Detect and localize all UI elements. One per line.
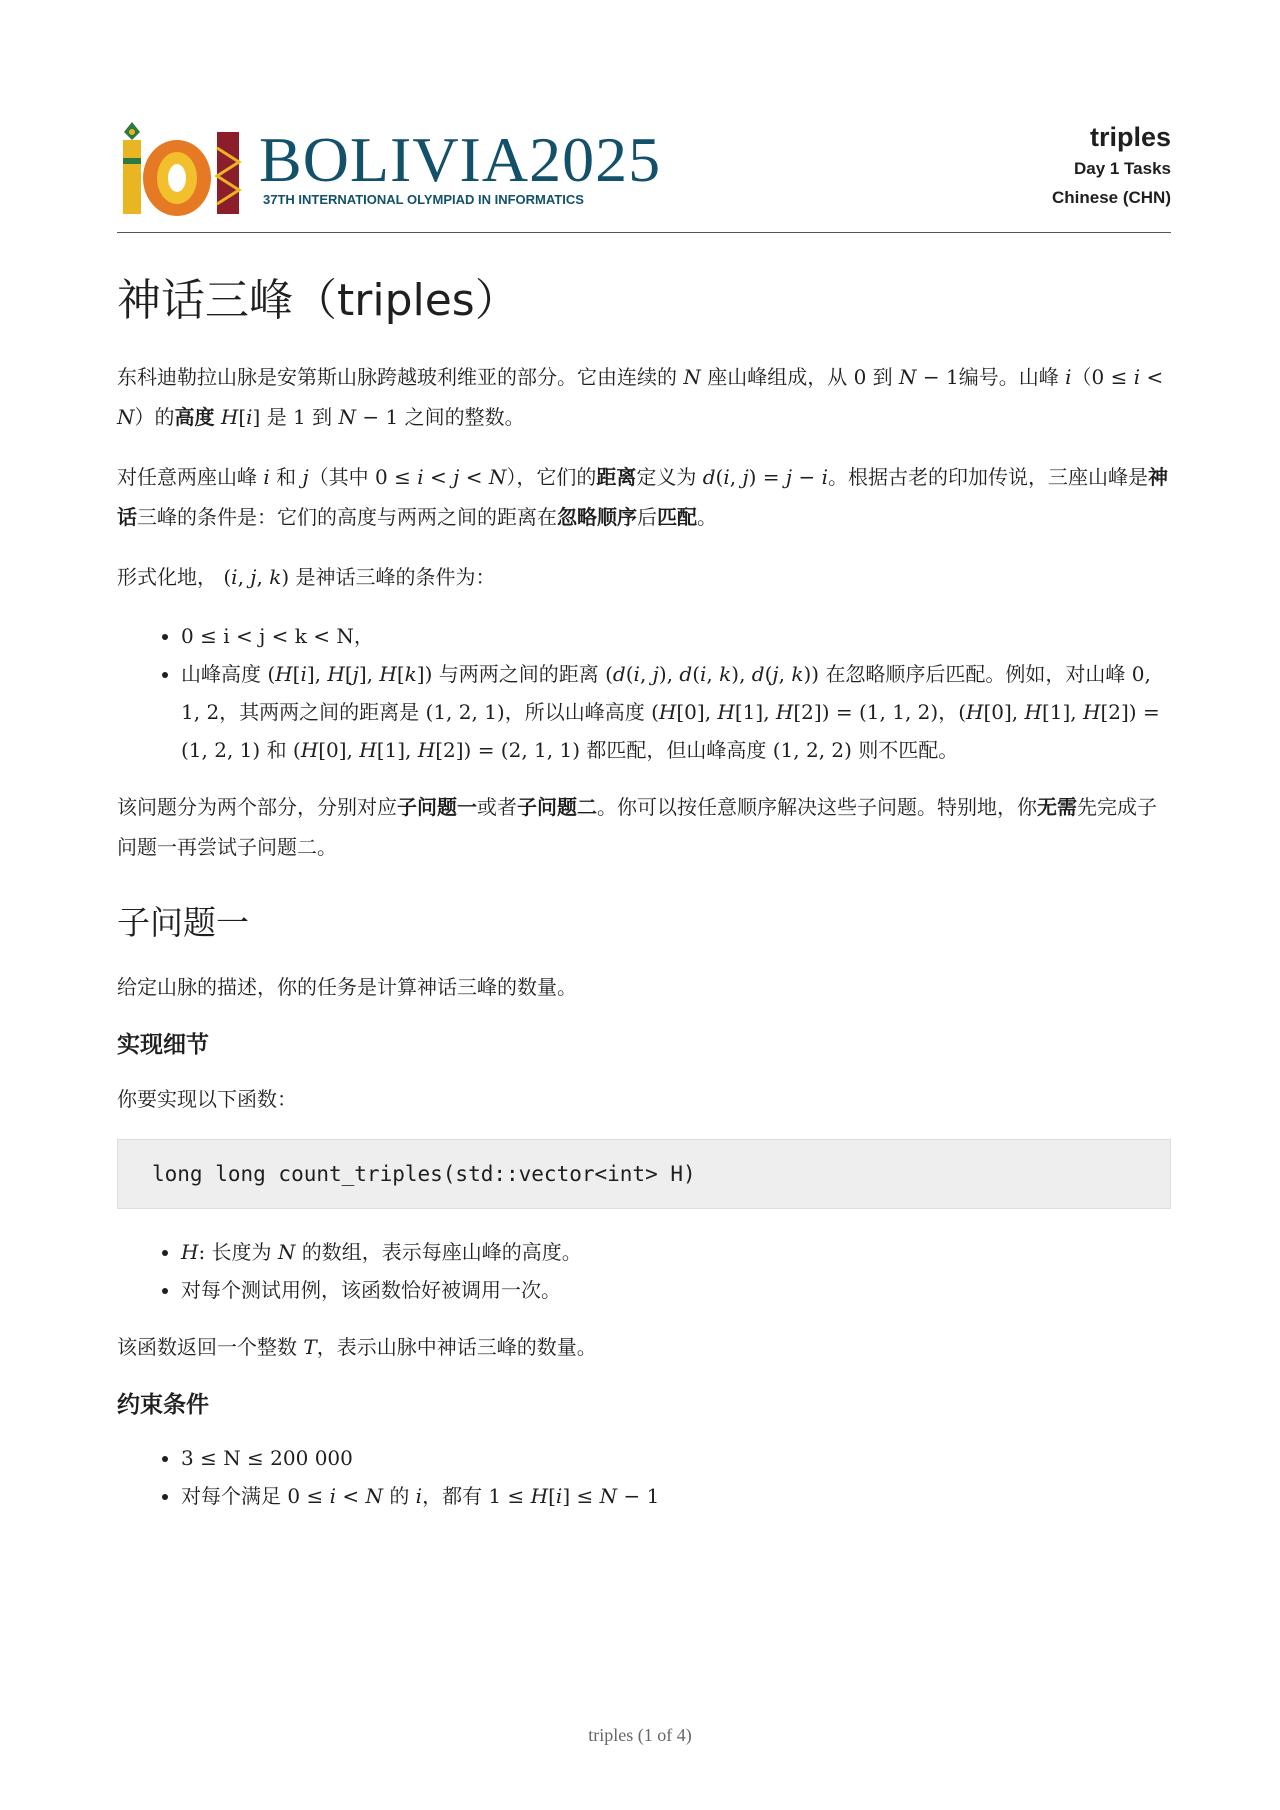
page-footer: triples (1 of 4)	[588, 1725, 692, 1745]
constraints-heading: 约束条件	[117, 1392, 209, 1418]
constraint-h: • 对每个满足 0 ≤ i < N 的 i，都有 1 ≤ H[i] ≤ N − 1	[181, 1477, 1171, 1515]
task-meta	[1052, 120, 1171, 212]
logo-subtitle: 37TH INTERNATIONAL OLYMPIAD IN INFORMATICS	[263, 192, 584, 207]
constraints-list	[117, 1439, 1171, 1515]
part1-heading: 子问题一	[117, 903, 249, 942]
logo-wordmark: BOLIVIA2025	[259, 124, 662, 195]
condition-match: • 山峰高度 (H[i], H[j], H[k]) 与两两之间的距离 (d(i, j), d(i, k), d(j, k)) 在忽略顺序后匹配。例如，对山峰 0, 1, 2，其两两之间的距离是 (1, 2, 1)，所以山峰高度 (H[0], H[1], H[2]) = (1, 1, 2)，(H[0], H[1], H[2]) = (1, 2, 1) 和 (H[0], H[1], H[2]) = (2, 1, 1) 都匹配，但山峰高度 (1, 2, 2) 则不匹配。	[181, 655, 1171, 769]
function-signature: long long count_triples(std::vector<int> H)	[117, 1139, 1171, 1209]
param-h: • H: 长度为 N 的数组，表示每座山峰的高度。	[181, 1233, 1171, 1271]
parameter-list	[117, 1233, 1171, 1309]
task-language: Chinese (CHN)	[1051, 188, 1171, 207]
task-day: Day 1 Tasks	[1073, 159, 1171, 178]
return-description: 该函数返回一个整数 T，表示山脉中神话三峰的数量。	[117, 1335, 597, 1359]
page-title: 神话三峰（triples）	[117, 275, 519, 326]
intro-paragraph-1: 东科迪勒拉山脉是安第斯山脉跨越玻利维亚的部分。它由连续的 N 座山峰组成，从 0 到 N − 1编号。山峰 i（0 ≤ i < N）的高度 H[i] 是 1 到 N − 1 之间的整数。	[117, 365, 1164, 429]
page-header	[117, 118, 1171, 233]
constraint-n: • 3 ≤ N ≤ 200 000	[181, 1439, 1171, 1477]
implementation-text: 你要实现以下函数：	[117, 1087, 297, 1111]
conditions-list	[117, 617, 1171, 769]
intro-paragraph-4: 该问题分为两个部分，分别对应子问题一或者子问题二。你可以按任意顺序解决这些子问题。特别地，你无需先完成子问题一再尝试子问题二。	[117, 795, 1157, 859]
part1-description: 给定山脉的描述，你的任务是计算神话三峰的数量。	[117, 975, 577, 999]
implementation-heading: 实现细节	[117, 1032, 209, 1058]
task-name: triples	[1089, 122, 1171, 152]
intro-paragraph-3: 形式化地， (i, j, k) 是神话三峰的条件为：	[117, 565, 496, 589]
condition-order: • 0 ≤ i < j < k < N，	[181, 617, 1171, 655]
call-note: • 对每个测试用例，该函数恰好被调用一次。	[181, 1271, 1171, 1309]
intro-paragraph-2: 对任意两座山峰 i 和 j（其中 0 ≤ i < j < N），它们的距离定义为 d(i, j) = j − i。根据古老的印加传说，三座山峰是神话三峰的条件是：它们的高度与两两之间的距离在忽略顺序后匹配。	[117, 465, 1169, 529]
